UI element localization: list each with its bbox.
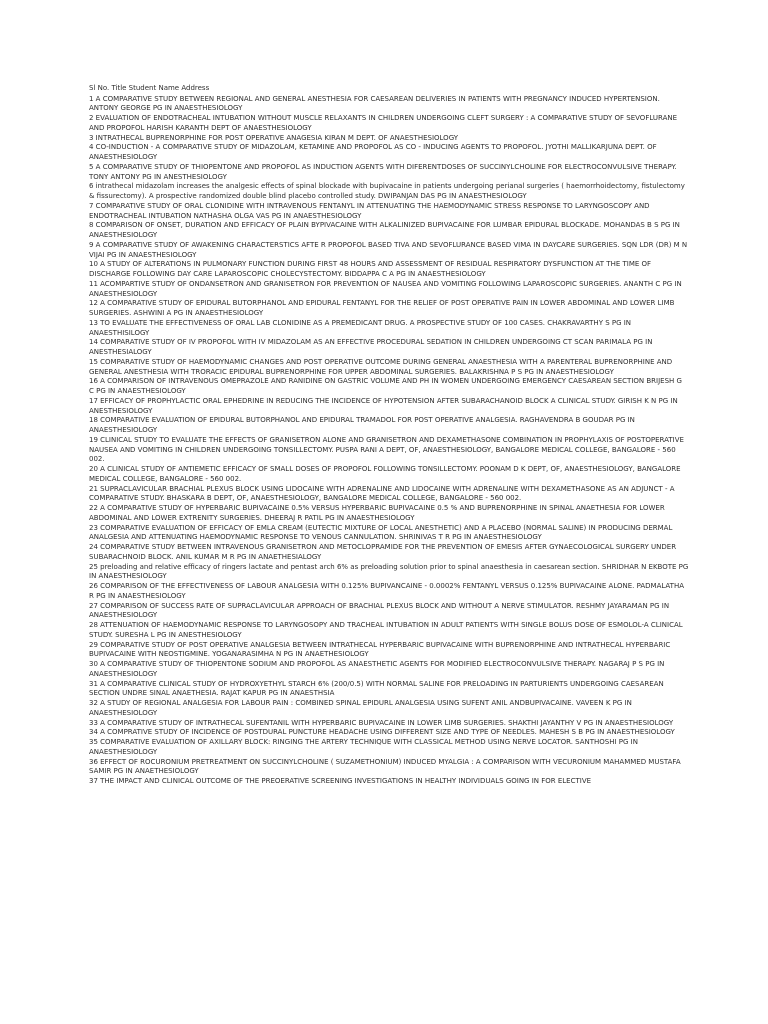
list-item: 19 CLINICAL STUDY TO EVALUATE THE EFFECTS OF GRANISETRON ALONE AND GRANISETRON AND DEXAMETHASONE COMBINATION IN PROPHYLAXIS OF POSTOPERATIVE NAUSEA AND VOMITING IN CHILDREN UNDERGOING TONSILLECTOMY. PUSPA RANI A DEPT, OF, ANAESTHESIOLOGY, BANGALORE MEDICAL COLLEGE, BANGALORE - 560 002. — [89, 435, 684, 464]
list-item: 5 A COMPARATIVE STUDY OF THIOPENTONE AND PROPOFOL AS INDUCTION AGENTS WITH DIFERENTDOSES OF SUCCINYLCHOLINE FOR ELECTROCONVULSIVE THERAPY. TONY ANTONY PG IN ANESTHESIOLOGY — [89, 162, 677, 181]
list-item: 2 EVALUATION OF ENDOTRACHEAL INTUBATION WITHOUT MUSCLE RELAXANTS IN CHILDREN UNDERGOING CLEFT SURGERY : A COMPARATIVE STUDY OF SEVOFLURANE AND PROPOFOL HARISH KARANTH DEPT OF ANAESTHESIOLOGY — [89, 114, 678, 132]
document-body — [89, 84, 689, 787]
list-item: 9 A COMPARATIVE STUDY OF AWAKENING CHARACTERSTICS AFTE R PROPOFOL BASED TIVA AND SEVOFLURANCE BASED VIMA IN DAYCARE SURGERIES. SQN LDR (DR) M N VIJAI PG IN ANAESTHESIOLOGY — [89, 240, 688, 259]
list-item: 7 COMPARATIVE STUDY OF ORAL CLONIDINE WITH INTRAVENOUS FENTANYL IN ATTENUATING THE HAEMODYNAMIC STRESS RESPONSE TO LARYNGOSCOPY AND ENDOTRACHEAL INTUBATION NATHASHA OLGA VAS PG IN ANAESTHESIOLOGY — [89, 201, 650, 220]
list-item: 25 preloading and relative efficacy of ringers lactate and pentast arch 6% as preloading solution prior to spinal anaesthesia in caesarean section. SHRIDHAR N EKBOTE PG IN ANAESTHESIOLOGY — [89, 562, 689, 581]
list-item: 4 CO-INDUCTION - A COMPARATIVE STUDY OF MIDAZOLAM, KETAMINE AND PROPOFOL AS CO - INDUCING AGENTS TO PROPOFOL. JYOTHI MALLIKARJUNA DEPT. OF ANAESTHESIOLOGY — [89, 143, 657, 162]
list-item: 12 A COMPARATIVE STUDY OF EPIDURAL BUTORPHANOL AND EPIDURAL FENTANYL FOR THE RELIEF OF POST OPERATIVE PAIN IN LOWER ABDOMINAL AND LOWER LIMB SURGERIES. ASHWINI A PG IN ANAESTHESIOLOGY — [89, 299, 675, 318]
list-item: 11 ACOMPARTIVE STUDY OF ONDANSETRON AND GRANISETRON FOR PREVENTION OF NAUSEA AND VOMITING FOLLOWING LAPAROSCOPIC SURGERIES. ANANTH C PG IN ANAESTHESIOLOGY — [89, 279, 682, 298]
table-header: Sl No. Title Student Name Address — [89, 84, 210, 92]
list-item: 20 A CLINICAL STUDY OF ANTIEMETIC EFFICACY OF SMALL DOSES OF PROPOFOL FOLLOWING TONSILLECTOMY. POONAM D K DEPT, OF, ANAESTHESIOLOGY, BANGALORE MEDICAL COLLEGE, BANGALORE - 560 002. — [89, 465, 681, 483]
list-item: 35 COMPARATIVE EVALUATION OF AXILLARY BLOCK: RINGING THE ARTERY TECHNIQUE WITH CLASSICAL METHOD USING NERVE LOCATOR. SANTHOSHI PG IN ANAESTHESIOLOGY — [89, 738, 638, 756]
list-item: 21 SUPRACLAVICULAR BRACHIAL PLEXUS BLOCK USING LIDOCAINE WITH ADRENALINE AND LIDOCAINE WITH ADRENALINE WITH DEXAMETHASONE AS AN ADJUNCT - A COMPARATIVE STUDY. BHASKARA B DEPT, OF, ANAESTHESIOLOGY, BANGALORE MEDICAL COLLEGE, BANGALORE - 560 002. — [89, 484, 675, 503]
list-item: 6 intrathecal midazolam increases the analgesic effects of spinal blockade with bupivacaine in patients undergoing perianal surgeries ( haemorrhoidectomy, fistulectomy & fissurectomy). A prospective randomized double blind placebo controlled study. DWIPANJAN DAS PG IN ANAESTHESIOLOGY — [89, 182, 685, 201]
list-item: 1 A COMPARATIVE STUDY BETWEEN REGIONAL AND GENERAL ANESTHESIA FOR CAESAREAN DELIVERIES IN PATIENTS WITH PREGNANCY INDUCED HYPERTENSION. ANTONY GEORGE PG IN ANAESTHESIOLOGY — [89, 94, 660, 113]
list-item: 31 A COMPARATIVE CLINICAL STUDY OF HYDROXYETHYL STARCH 6% (200/0.5) WITH NORMAL SALINE FOR PRELOADING IN PARTURIENTS UNDERGOING CAESAREAN SECTION UNDRE SINAL ANAETHESIA. RAJAT KAPUR PG IN ANAESTHSIA — [89, 679, 664, 698]
list-item: 24 COMPARATIVE STUDY BETWEEN INTRAVENOUS GRANISETRON AND METOCLOPRAMIDE FOR THE PREVENTION OF EMESIS AFTER GYNAECOLOGICAL SURGERY UNDER SUBARACHNOID BLOCK. ANIL KUMAR M R PG IN ANAETHESIALOGY — [89, 543, 677, 561]
list-item: 18 COMPARATIVE EVALUATION OF EPIDURAL BUTORPHANOL AND EPIDURAL TRAMADOL FOR POST OPERATIVE ANALGESIA. RAGHAVENDRA B GOUDAR PG IN ANAESTHESIOLOGY — [89, 416, 635, 435]
list-item: 16 A COMPARISON OF INTRAVENOUS OMEPRAZOLE AND RANIDINE ON GASTRIC VOLUME AND PH IN WOMEN UNDERGOING EMERGENCY CAESAREAN SECTION BRIJESH G C PG IN ANAESTHESIOLOGY — [89, 377, 682, 396]
list-item: 3 INTRATHECAL BUPRENORPHINE FOR POST OPERATIVE ANAGESIA KIRAN M DEPT. OF ANAESTHESIOLOGY — [89, 133, 459, 142]
list-item: 15 COMPARATIVE STUDY OF HAEMODYNAMIC CHANGES AND POST OPERATIVE OUTCOME DURING GENERAL ANAESTHESIA WITH A PARENTERAL BUPRENORPHINE AND GENERAL ANESTHESIA WITH TRORACIC EPIDURAL BUPRENORPHINE FOR UPPER ABDOMINAL SURGERIES. BALAKRISHNA P S PG IN ANAESTHESIOLOGY — [89, 357, 673, 376]
list-item: 33 A COMPARATIVE STUDY OF INTRATHECAL SUFENTANIL WITH HYPERBARIC BUPIVACAINE IN LOWER LIMB SURGERIES. SHAKTHI JAYANTHY V PG IN ANAESTHESIOLOGY — [89, 718, 674, 727]
list-item: 30 A COMPARATIVE STUDY OF THIOPENTONE SODIUM AND PROPOFOL AS ANAESTHETIC AGENTS FOR MODIFIED ELECTROCONVULSIVE THERAPY. NAGARAJ P S PG IN ANAESTHESIOLOGY — [89, 660, 665, 678]
entry-list — [89, 95, 689, 787]
list-item: 23 COMPARATIVE EVALUATION OF EFFICACY OF EMLA CREAM (EUTECTIC MIXTURE OF LOCAL ANESTHETIC) AND A PLACEBO (NORMAL SALINE) IN PRODUCING DERMAL ANALGESIA AND ATTENUATING HAEMODYNAMIC RESPONSE TO VENOUS CANNULATION. SHRINIVAS T R PG IN ANAESTHESIOLOGY — [89, 523, 673, 542]
list-item: 36 EFFECT OF ROCURONIUM PRETREATMENT ON SUCCINYLCHOLINE ( SUZAMETHONIUM) INDUCED MYALGIA : A COMPARISON WITH VECURONIUM MAHAMMED MUSTAFA SAMIR PG IN ANAETHESIOLOGY — [89, 757, 681, 776]
list-item: 32 A STUDY OF REGIONAL ANALGESIA FOR LABOUR PAIN : COMBINED SPINAL EPIDURL ANALGESIA USING SUFENT ANIL ANDBUPIVACAINE. VAVEEN K PG IN ANAESTHESIOLOGY — [89, 699, 632, 717]
list-item: 8 COMPARISON OF ONSET, DURATION AND EFFICACY OF PLAIN BYPIVACAINE WITH ALKALINIZED BUPIVACAINE FOR LUMBAR EPIDURAL BLOCKADE. MOHANDAS B S PG IN ANAESTHESIOLOGY — [89, 221, 680, 240]
list-item: 14 COMPARATIVE STUDY OF IV PROPOFOL WITH IV MIDAZOLAM AS AN EFFECTIVE PROCEDURAL SEDATION IN CHILDREN UNDERGOING CT SCAN PARIMALA PG IN ANESTHESIALOGY — [89, 338, 653, 357]
list-item: 28 ATTENUATION OF HAEMODYNAMIC RESPONSE TO LARYNGOSOPY AND TRACHEAL INTUBATION IN ADULT PATIENTS WITH SINGLE BOLUS DOSE OF ESMOLOL-A CLINICAL STUDY. SURESHA L PG IN ANESTHESIOLOGY — [89, 621, 683, 639]
list-item: 17 EFFICACY OF PROPHYLACTIC ORAL EPHEDRINE IN REDUCING THE INCIDENCE OF HYPOTENSION AFTER SUBARACHANOID BLOCK A CLINICAL STUDY. GIRISH K N PG IN ANESTHESIOLOGY — [89, 396, 678, 415]
list-item: 10 A STUDY OF ALTERATIONS IN PULMONARY FUNCTION DURING FIRST 48 HOURS AND ASSESSMENT OF RESIDUAL RESPIRATORY DYSFUNCTION AT THE TIME OF DISCHARGE FOLLOWING DAY CARE LAPAROSCOPIC CHOLECYSTECTOMY. BIDDAPPA C A PG IN ANAESTHESIOLOGY — [89, 260, 652, 279]
list-item: 29 COMPARATIVE STUDY OF POST OPERATIVE ANALGESIA BETWEEN INTRATHECAL HYPERBARIC BUPIVACAINE WITH BUPRENORPHINE AND INTRATHECAL HYPERBARIC BUPIVACAINE WITH NEOSTIGMINE. YOGANARASIMHA N PG IN ANAETHESIOLOGY — [89, 640, 671, 659]
list-item: 13 TO EVALUATE THE EFFECTIVENESS OF ORAL LAB CLONIDINE AS A PREMEDICANT DRUG. A PROSPECTIVE STUDY OF 100 CASES. CHAKRAVARTHY S PG IN ANAESTHISILOGY — [89, 318, 632, 337]
list-item: 37 THE IMPACT AND CLINICAL OUTCOME OF THE PREOERATIVE SCREENING INVESTIGATIONS IN HEALTHY INDIVIDUALS GOING IN FOR ELECTIVE — [89, 777, 592, 786]
list-item: 26 COMPARISON OF THE EFFECTIVENESS OF LABOUR ANALGESIA WITH 0.125% BUPIVANCAINE - 0.0002% FENTANYL VERSUS 0.125% BUPIVACAINE ALONE. PADMALATHA R PG IN ANAESTHESIOLOGY — [89, 582, 684, 600]
list-item: 22 A COMPARATIVE STUDY OF HYPERBARIC BUPIVACAINE 0.5% VERSUS HYPERBARIC BUPIVACAINE 0.5 % AND BUPRENORPHINE IN SPINAL ANAETHESIA FOR LOWER ABDOMINAL AND LOWER EXTRENITY SURGERIES. DHEERAJ R PATIL PG IN ANAESTHESIOLOGY — [89, 504, 665, 522]
list-item: 34 A COMPRATIVE STUDY OF INCIDENCE OF POSTDURAL PUNCTURE HEADACHE USING DIFFERENT SIZE AND TYPE OF NEEDLES. MAHESH S B PG IN ANAESTHESIOLOGY — [89, 728, 675, 737]
list-item: 27 COMPARISON OF SUCCESS RATE OF SUPRACLAVICULAR APPROACH OF BRACHIAL PLEXUS BLOCK AND WITHOUT A NERVE STIMULATOR. RESHMY JAYARAMAN PG IN ANAESTHESIOLOGY — [89, 601, 670, 620]
